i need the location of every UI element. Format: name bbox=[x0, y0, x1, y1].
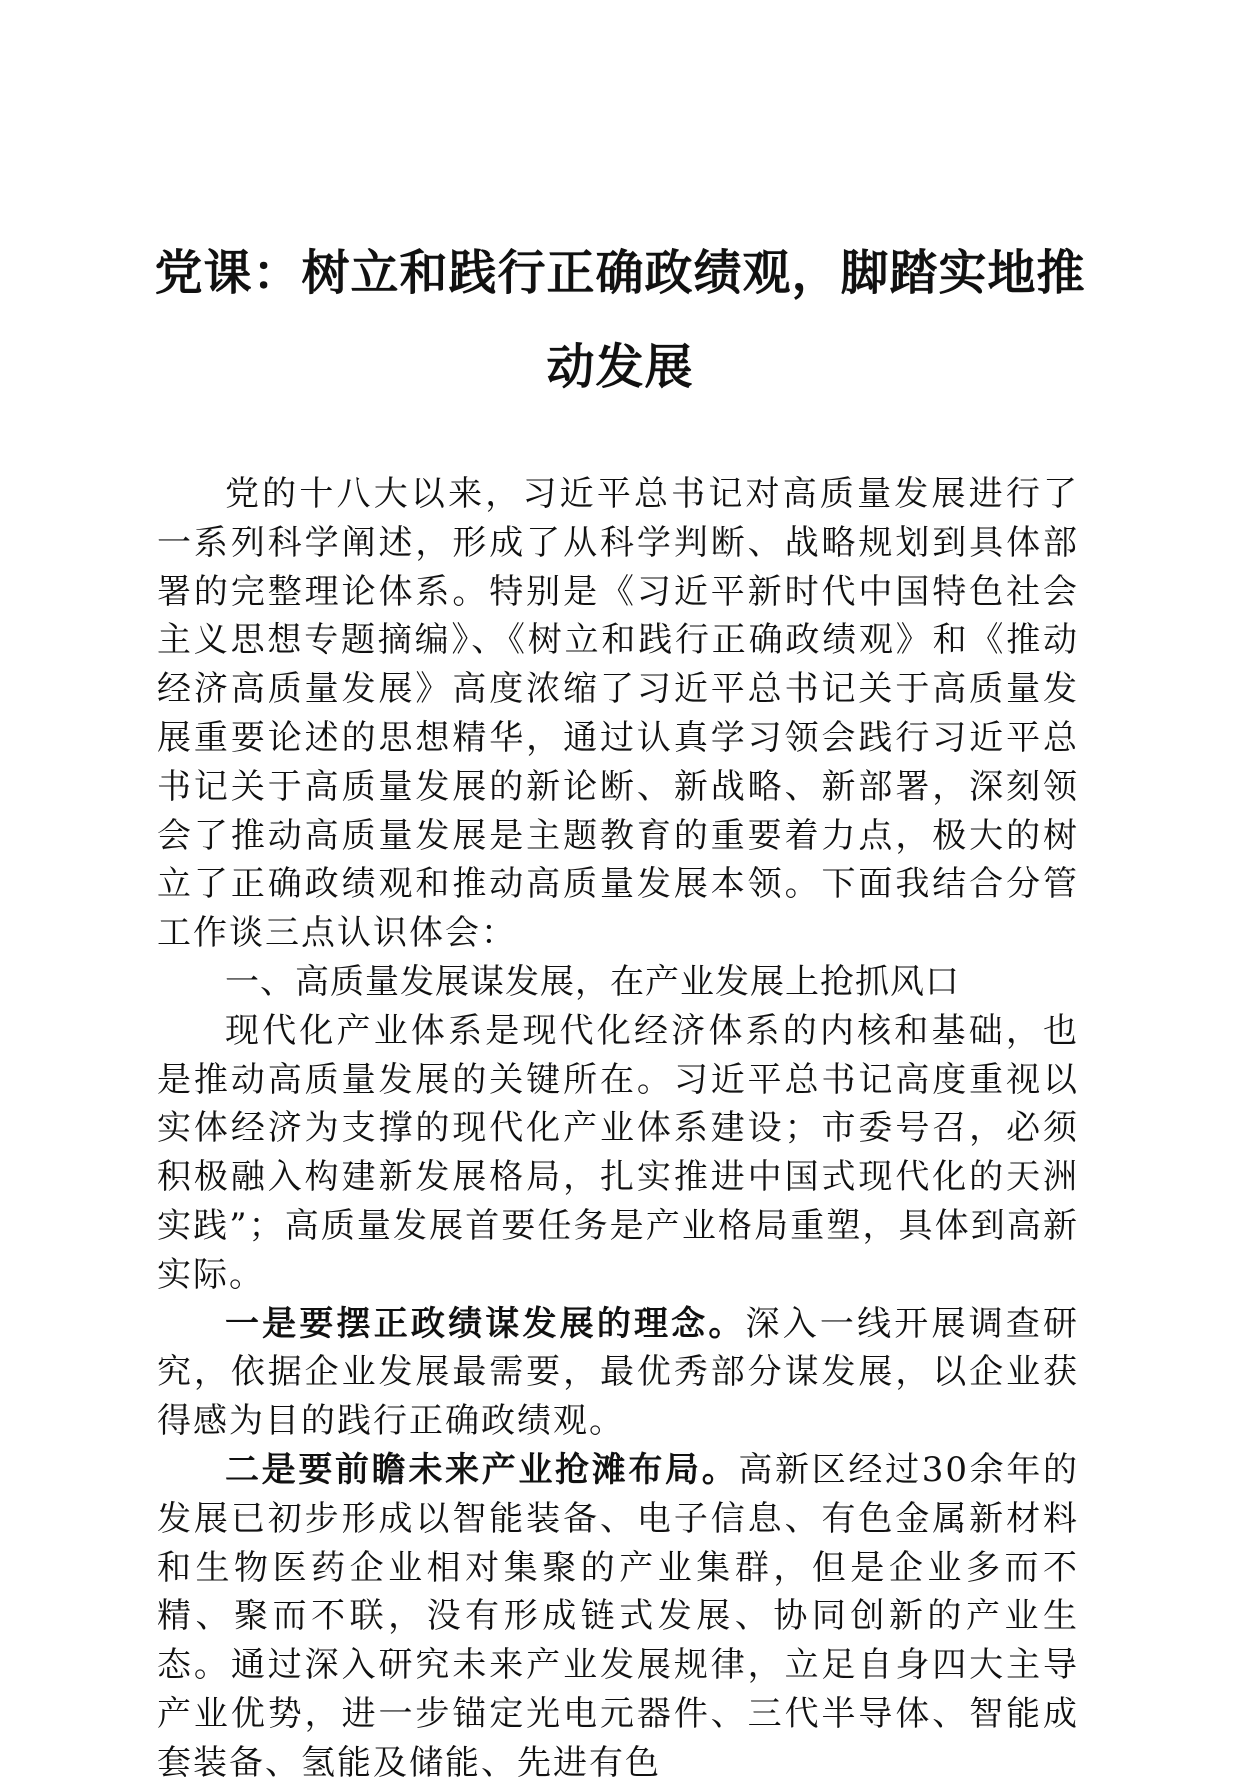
point-2-lead: 二是要前瞻未来产业抢滩布局。 bbox=[225, 1449, 739, 1490]
point-2-paragraph bbox=[157, 1446, 1079, 1788]
point-1-text: 深入一线开展调查研究，依据企业发展最需要，最优秀部分谋发展，以企业获得感为目的践行正确政绩观。 bbox=[157, 1303, 1080, 1442]
point-2-text: 高新区经过30余年的发展已初步形成以智能装备、电子信息、有色金属新材料和生物医药企业相对集聚的产业集群，但是企业多而不精、聚而不联，没有形成链式发展、协同创新的产业生态。通过深入研究未来产业发展规律，立足自身四大主导产业优势，进一步锚定光电元器件、三代半导体、智能成套装备、氢能及储能、先进有色 bbox=[157, 1449, 1080, 1783]
section-1-paragraph: 现代化产业体系是现代化经济体系的内核和基础，也是推动高质量发展的关键所在。习近平总书记高度重视以实体经济为支撑的现代化产业体系建设；市委号召，必须积极融入构建新发展格局，扎实推进中国式现代化的天洲实践”；高质量发展首要任务是产业格局重塑，具体到高新实际。 bbox=[157, 1010, 1079, 1295]
section-heading-1: 一、高质量发展谋发展，在产业发展上抢抓风口 bbox=[225, 961, 960, 1002]
document-body bbox=[157, 470, 1079, 1788]
intro-paragraph: 党的十八大以来，习近平总书记对高质量发展进行了一系列科学阐述，形成了从科学判断、战略规划到具体部署的完整理论体系。特别是《习近平新时代中国特色社会主义思想专题摘编》、《树立和践行正确政绩观》和《推动经济高质量发展》高度浓缩了习近平总书记关于高质量发展重要论述的思想精华，通过认真学习领会践行习近平总书记关于高质量发展的新论断、新战略、新部署，深刻领会了推动高质量发展是主题教育的重要着力点，极大的树立了正确政绩观和推动高质量发展本领。下面我结合分管工作谈三点认识体会： bbox=[157, 474, 1079, 954]
document-title: 党课：树立和践行正确政绩观，脚踏实地推动发展 bbox=[154, 245, 1086, 395]
point-1-paragraph bbox=[157, 1300, 1079, 1446]
point-1-lead: 一是要摆正政绩谋发展的理念。 bbox=[225, 1303, 746, 1344]
